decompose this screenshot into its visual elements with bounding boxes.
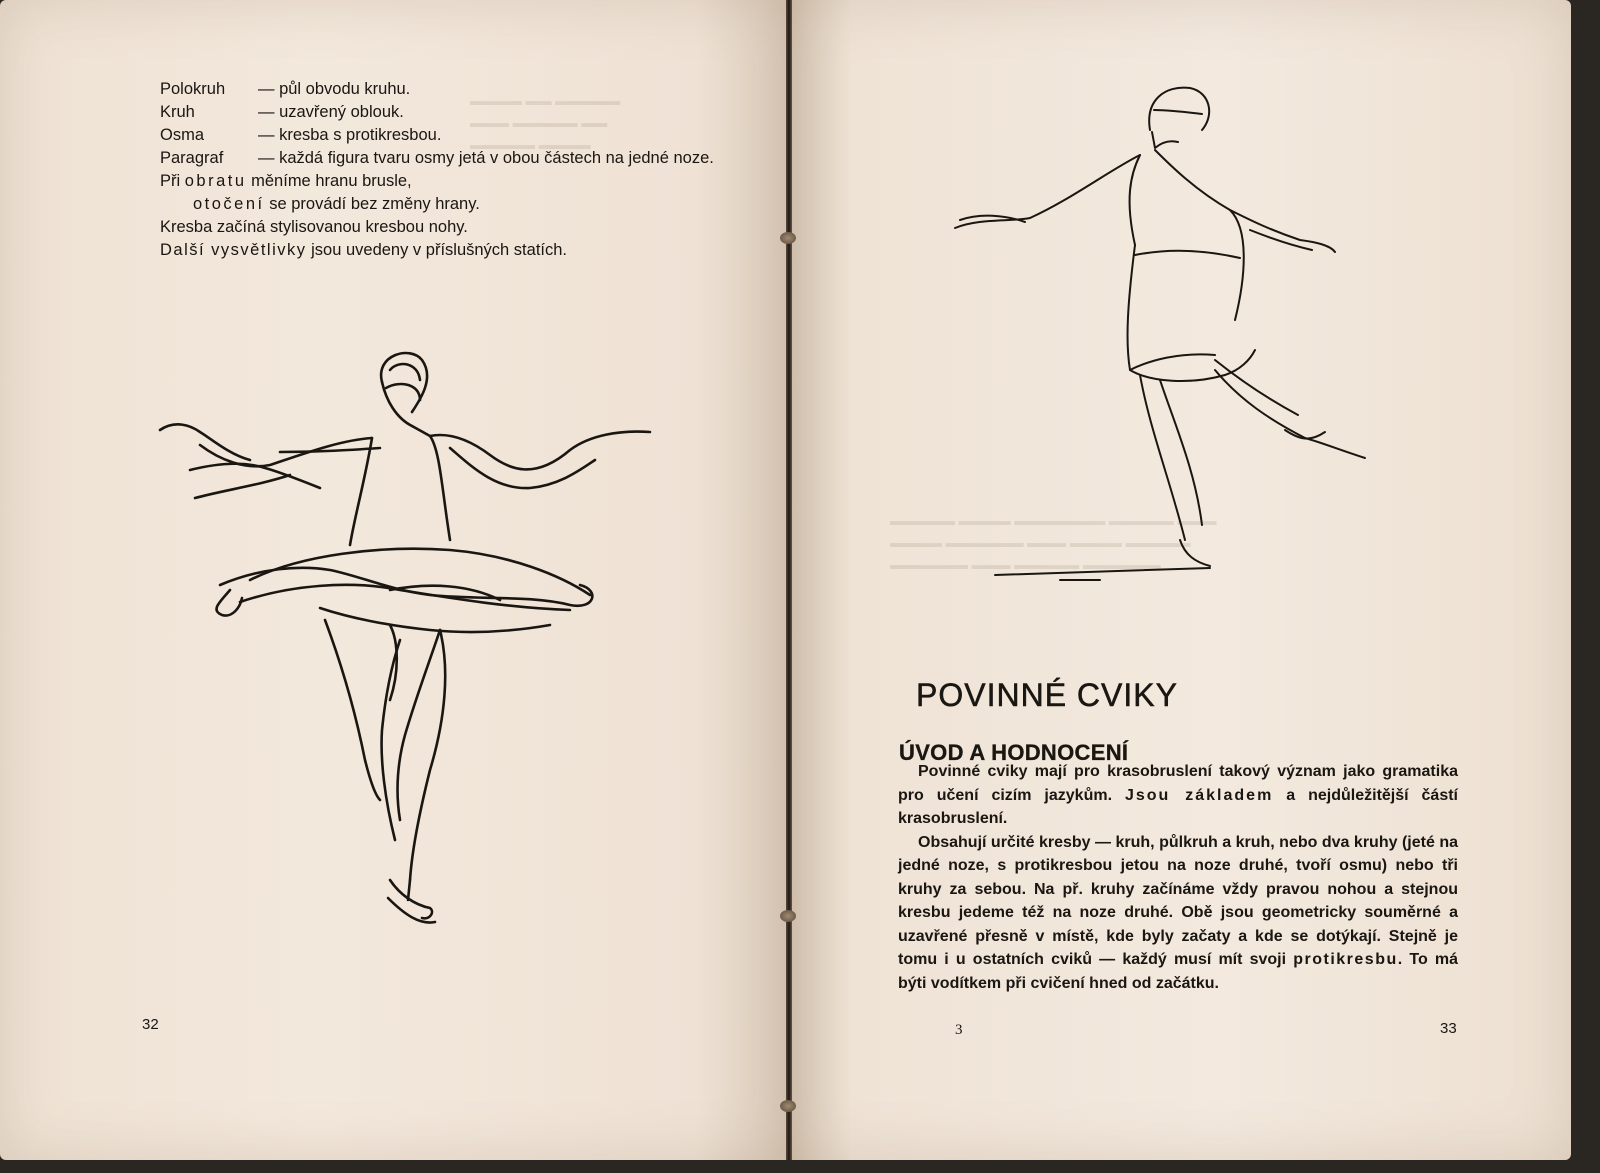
definition-row [160,124,720,147]
binding-stitch [780,1100,796,1112]
body-text [898,760,1458,995]
definition-term: Osma [160,126,205,144]
note-dalsi: Další vysvětlivky jsou uvedeny v příslušných statích. [160,241,567,259]
skater-spin-drawing [150,340,670,940]
chapter-title: POVINNÉ CVIKY [916,677,1178,714]
note-obrat: Při obratu měníme hranu brusle, [160,172,412,190]
book-spine [786,0,792,1160]
paragraph-2: Obsahují určité kresby — kruh, půlkruh a kruh, nebo dva kruhy (jeté na jedné noze, s protikresbou jetou na noze druhé, tvoří osmu) nebo tři kruhy za sebou. Na př. kruhy začínáme vždy pravou nohou a stejnou kresbu jedeme též na noze druhé. Obě jsou geometricky souměrné a uzavřené přesně v místě, kde byly začaty a kde se dotýkají. Stejně je tomu i u ostatních cviků — každý musí mít svoji protikresbu. To má býti vodítkem při cvičení hned od začátku. [898,833,1458,992]
binding-stitch [780,232,796,244]
definition-desc: — každá figura tvaru osmy jetá v obou částech na jedné noze. [258,149,714,167]
page-number: 33 [1440,1020,1457,1037]
definition-term: Kruh [160,103,195,121]
definition-row [160,101,720,124]
skater-glide-drawing [940,70,1400,590]
definition-desc: — půl obvodu kruhu. [258,80,411,98]
bleed-through-text: ▬▬▬▬▬ ▬▬▬▬ ▬▬▬▬▬▬▬ ▬▬▬▬▬ ▬▬▬ ▬▬▬▬ ▬▬▬▬▬▬ ▬▬▬ ▬▬▬▬ ▬▬▬▬▬ ▬▬▬▬▬▬ ▬▬▬ ▬▬▬▬▬ ▬▬▬▬▬▬ [890,513,1217,572]
note-otoceni: otočení se provádí bez změny hrany. [193,195,480,213]
definition-row [160,78,720,101]
note-kresba: Kresba začíná stylisovanou kresbou nohy. [160,218,468,236]
page-number: 32 [142,1016,159,1033]
left-page [0,0,790,1160]
bleed-through-text: ▬▬▬▬ ▬▬ ▬▬▬▬▬ ▬▬▬ ▬▬▬▬▬ ▬▬ ▬▬▬▬▬ ▬▬▬▬ [470,93,621,152]
signature-mark: 3 [955,1022,963,1038]
definition-desc: — uzavřený oblouk. [258,103,404,121]
definition-term: Paragraf [160,149,224,167]
definition-term: Polokruh [160,80,226,98]
definition-row [160,147,720,170]
definitions-list [160,78,720,262]
chapter-subtitle: ÚVOD A HODNOCENÍ [899,740,1129,766]
paragraph-1: Povinné cviky mají pro krasobruslení takový význam jako gramatika pro učení cizím jazykům. Jsou základem a nejdůležitější částí krasobruslení. [898,763,1459,827]
definition-desc: — kresba s protikresbou. [258,126,442,144]
binding-stitch [780,910,796,922]
